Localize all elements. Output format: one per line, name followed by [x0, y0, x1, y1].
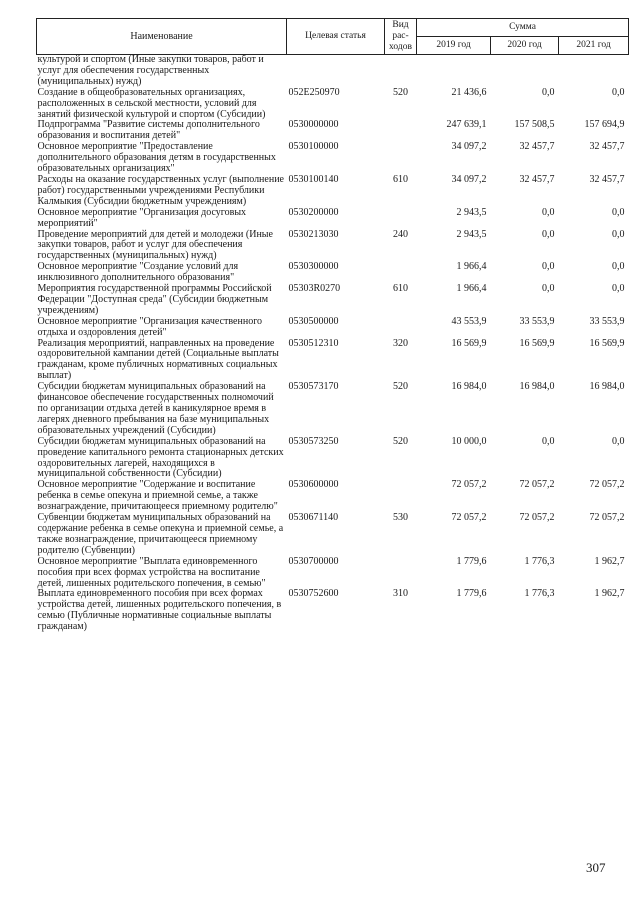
row-sum-2019: 34 097,2: [451, 141, 487, 153]
header-name: Наименование: [37, 19, 287, 55]
row-target-article: 0530700000: [288, 555, 339, 567]
row-sum-2020: 32 457,7: [519, 173, 555, 185]
table-row: [37, 317, 629, 339]
row-sum-2021: 0,0: [612, 435, 625, 447]
row-target-article: [287, 55, 385, 88]
row-sum-2020: 1 776,3: [524, 555, 555, 567]
row-target-article: 0530512310: [288, 337, 339, 349]
header-sum: Сумма: [417, 19, 629, 37]
row-sum-2020: 0,0: [542, 435, 555, 447]
row-sum-2021: 1 962,7: [594, 588, 625, 600]
row-sum-2021: [559, 55, 629, 88]
row-name: Основное мероприятие "Выплата единовременного пособия при всех формах устройства на воспитание детей, лишенных родительского попечения, в семью": [37, 555, 266, 589]
row-expense-type: [385, 120, 417, 142]
header-year-2020: 2020 год: [491, 37, 559, 55]
row-target-article: 0530100140: [288, 173, 339, 185]
row-target-article: 0530100000: [288, 141, 339, 153]
table-row: [37, 88, 629, 121]
row-sum-2020: 72 057,2: [519, 479, 555, 491]
row-expense-type: [385, 557, 417, 590]
table-row: [37, 208, 629, 230]
row-name: Субвенции бюджетам муниципальных образований на содержание ребенка в семье опекуна и приемной семье, а также вознаграждение, причитающееся приемному родителю (Субвенции): [37, 512, 284, 556]
table-row: [37, 175, 629, 208]
row-name: Основное мероприятие "Организация досуговых мероприятий": [37, 206, 247, 229]
row-sum-2019: 43 553,9: [451, 315, 487, 327]
header-year-2021: 2021 год: [559, 37, 629, 55]
table-body: [37, 55, 629, 634]
row-expense-type: [385, 55, 417, 88]
header-target-article: Целевая статья: [287, 19, 385, 55]
row-expense-type: [385, 262, 417, 284]
row-expense-type: 520: [393, 381, 408, 393]
row-sum-2019: 2 943,5: [456, 206, 487, 218]
row-sum-2019: 1 779,6: [456, 555, 487, 567]
row-sum-2021: 1 962,7: [594, 555, 625, 567]
table-row: [37, 55, 629, 88]
row-sum-2021: 32 457,7: [589, 173, 625, 185]
row-expense-type: 520: [393, 435, 408, 447]
table-row: [37, 142, 629, 175]
row-expense-type: [385, 142, 417, 175]
row-sum-2020: 0,0: [542, 86, 555, 98]
row-name: Выплата единовременного пособия при всех формах устройства детей, лишенных родительского попечения, в семью (Публичные нормативные социальные выплаты гражданам): [37, 588, 282, 633]
row-sum-2021: 0,0: [612, 261, 625, 273]
row-sum-2019: 1 779,6: [456, 588, 487, 600]
row-target-article: 0530213030: [288, 228, 339, 240]
header-expense-type: Вид рас-ходов: [385, 19, 417, 55]
row-target-article: 0530600000: [288, 479, 339, 491]
row-expense-type: 610: [393, 283, 408, 295]
row-sum-2020: 16 569,9: [519, 337, 555, 349]
row-sum-2020: 157 508,5: [514, 119, 555, 131]
row-sum-2021: 0,0: [612, 228, 625, 240]
row-sum-2020: [491, 55, 559, 88]
table-row: [37, 262, 629, 284]
row-expense-type: [385, 480, 417, 513]
budget-table-sheet: [36, 18, 628, 633]
budget-table: [36, 18, 629, 633]
row-expense-type: 530: [393, 512, 408, 524]
row-expense-type: 240: [393, 228, 408, 240]
row-expense-type: 320: [393, 337, 408, 349]
row-target-article: 0530752600: [288, 588, 339, 600]
row-expense-type: 610: [393, 173, 408, 185]
page-number: 307: [586, 860, 606, 875]
table-row: [37, 557, 629, 590]
row-name: Основное мероприятие "Создание условий для инклюзивного дополнительного образования": [37, 261, 239, 284]
row-sum-2021: 72 057,2: [589, 479, 625, 491]
row-sum-2019: 34 097,2: [451, 173, 487, 185]
row-target-article: 0530573250: [288, 435, 339, 447]
row-name: Проведение мероприятий для детей и молодежи (Иные закупки товаров, работ и услуг для обеспечения государственных (муниципальных) нужд): [37, 228, 273, 262]
table-row: [37, 120, 629, 142]
row-target-article: 0530500000: [288, 315, 339, 327]
row-sum-2021: 16 984,0: [589, 381, 625, 393]
row-sum-2021: 0,0: [612, 283, 625, 295]
row-sum-2019: 21 436,6: [451, 86, 487, 98]
table-row: [37, 437, 629, 481]
table-row: [37, 339, 629, 383]
row-name: Мероприятия государственной программы Российской Федерации "Доступная среда" (Субсидии бюджетным учреждениям): [37, 283, 272, 316]
row-name: Создание в общеобразовательных организациях, расположенных в сельской местности, условий для занятий физической культурой и спортом (Субсидии): [37, 86, 266, 120]
row-sum-2021: 16 569,9: [589, 337, 625, 349]
table-row: [37, 230, 629, 263]
row-name: Субсидии бюджетам муниципальных образований на финансовое обеспечение государственных полномочий по организации отдыха детей в каникулярное время в лагерях дневного пребывания на базе муниципальных образовательных учреждений (Субсидии): [37, 381, 274, 436]
row-sum-2019: 16 984,0: [451, 381, 487, 393]
row-sum-2019: 16 569,9: [451, 337, 487, 349]
row-name: Субсидии бюджетам муниципальных образований на проведение капитального ремонта стационарных детских оздоровительных лагерей, находящихся в муниципальной собственности (Субсидии): [37, 435, 284, 480]
row-target-article: 0530300000: [288, 261, 339, 273]
row-expense-type: [385, 208, 417, 230]
row-target-article: 05303R0270: [288, 283, 341, 295]
row-target-article: 0530000000: [288, 119, 339, 131]
row-sum-2019: 2 943,5: [456, 228, 487, 240]
row-name: Подпрограмма "Развитие системы дополнительного образования и воспитания детей": [37, 119, 260, 142]
header-year-2019: 2019 год: [417, 37, 491, 55]
row-sum-2021: 32 457,7: [589, 141, 625, 153]
row-sum-2020: 0,0: [542, 228, 555, 240]
row-sum-2019: 1 966,4: [456, 283, 487, 295]
row-name: Основное мероприятие "Содержание и воспитание ребенка в семье опекуна и приемной семье, а также вознаграждение, причитающееся приемному родителю": [37, 479, 278, 513]
table-row: [37, 513, 629, 557]
row-name: Расходы на оказание государственных услуг (выполнение работ) государственными учреждениями Республики Калмыкия (Субсидии бюджетным учреждениям): [37, 173, 284, 207]
row-name: Основное мероприятие "Организация качественного отдыха и оздоровления детей": [37, 315, 263, 338]
row-target-article: 0530573170: [288, 381, 339, 393]
row-sum-2019: 10 000,0: [451, 435, 487, 447]
row-sum-2020: 0,0: [542, 261, 555, 273]
row-sum-2021: 72 057,2: [589, 512, 625, 524]
row-sum-2021: 0,0: [612, 86, 625, 98]
row-sum-2020: 32 457,7: [519, 141, 555, 153]
row-name: культурой и спортом (Иные закупки товаров, работ и услуг для обеспечения государственных (муниципальных) нужд): [37, 54, 264, 87]
row-sum-2021: 0,0: [612, 206, 625, 218]
row-name: Основное мероприятие "Предоставление дополнительного образования детям в государственных образовательных организациях": [37, 141, 276, 175]
row-name: Реализация мероприятий, направленных на проведение оздоровительной кампании детей (Социальные выплаты гражданам, кроме публичных нормативных социальных выплат): [37, 337, 279, 382]
table-row: [37, 284, 629, 317]
table-row: [37, 382, 629, 437]
table-row: [37, 480, 629, 513]
row-sum-2019: 72 057,2: [451, 512, 487, 524]
row-sum-2019: 72 057,2: [451, 479, 487, 491]
table-row: [37, 589, 629, 633]
row-sum-2019: 247 639,1: [446, 119, 487, 131]
row-expense-type: [385, 317, 417, 339]
row-expense-type: 310: [393, 588, 408, 600]
row-target-article: 052E250970: [288, 86, 340, 98]
row-sum-2019: [417, 55, 491, 88]
row-sum-2020: 0,0: [542, 206, 555, 218]
row-sum-2021: 33 553,9: [589, 315, 625, 327]
row-sum-2020: 33 553,9: [519, 315, 555, 327]
row-target-article: 0530200000: [288, 206, 339, 218]
row-expense-type: 520: [393, 86, 408, 98]
row-sum-2020: 0,0: [542, 283, 555, 295]
row-sum-2020: 1 776,3: [524, 588, 555, 600]
row-sum-2020: 16 984,0: [519, 381, 555, 393]
row-sum-2019: 1 966,4: [456, 261, 487, 273]
table-header: [37, 19, 629, 55]
row-sum-2021: 157 694,9: [584, 119, 625, 131]
row-target-article: 0530671140: [288, 512, 339, 524]
row-sum-2020: 72 057,2: [519, 512, 555, 524]
